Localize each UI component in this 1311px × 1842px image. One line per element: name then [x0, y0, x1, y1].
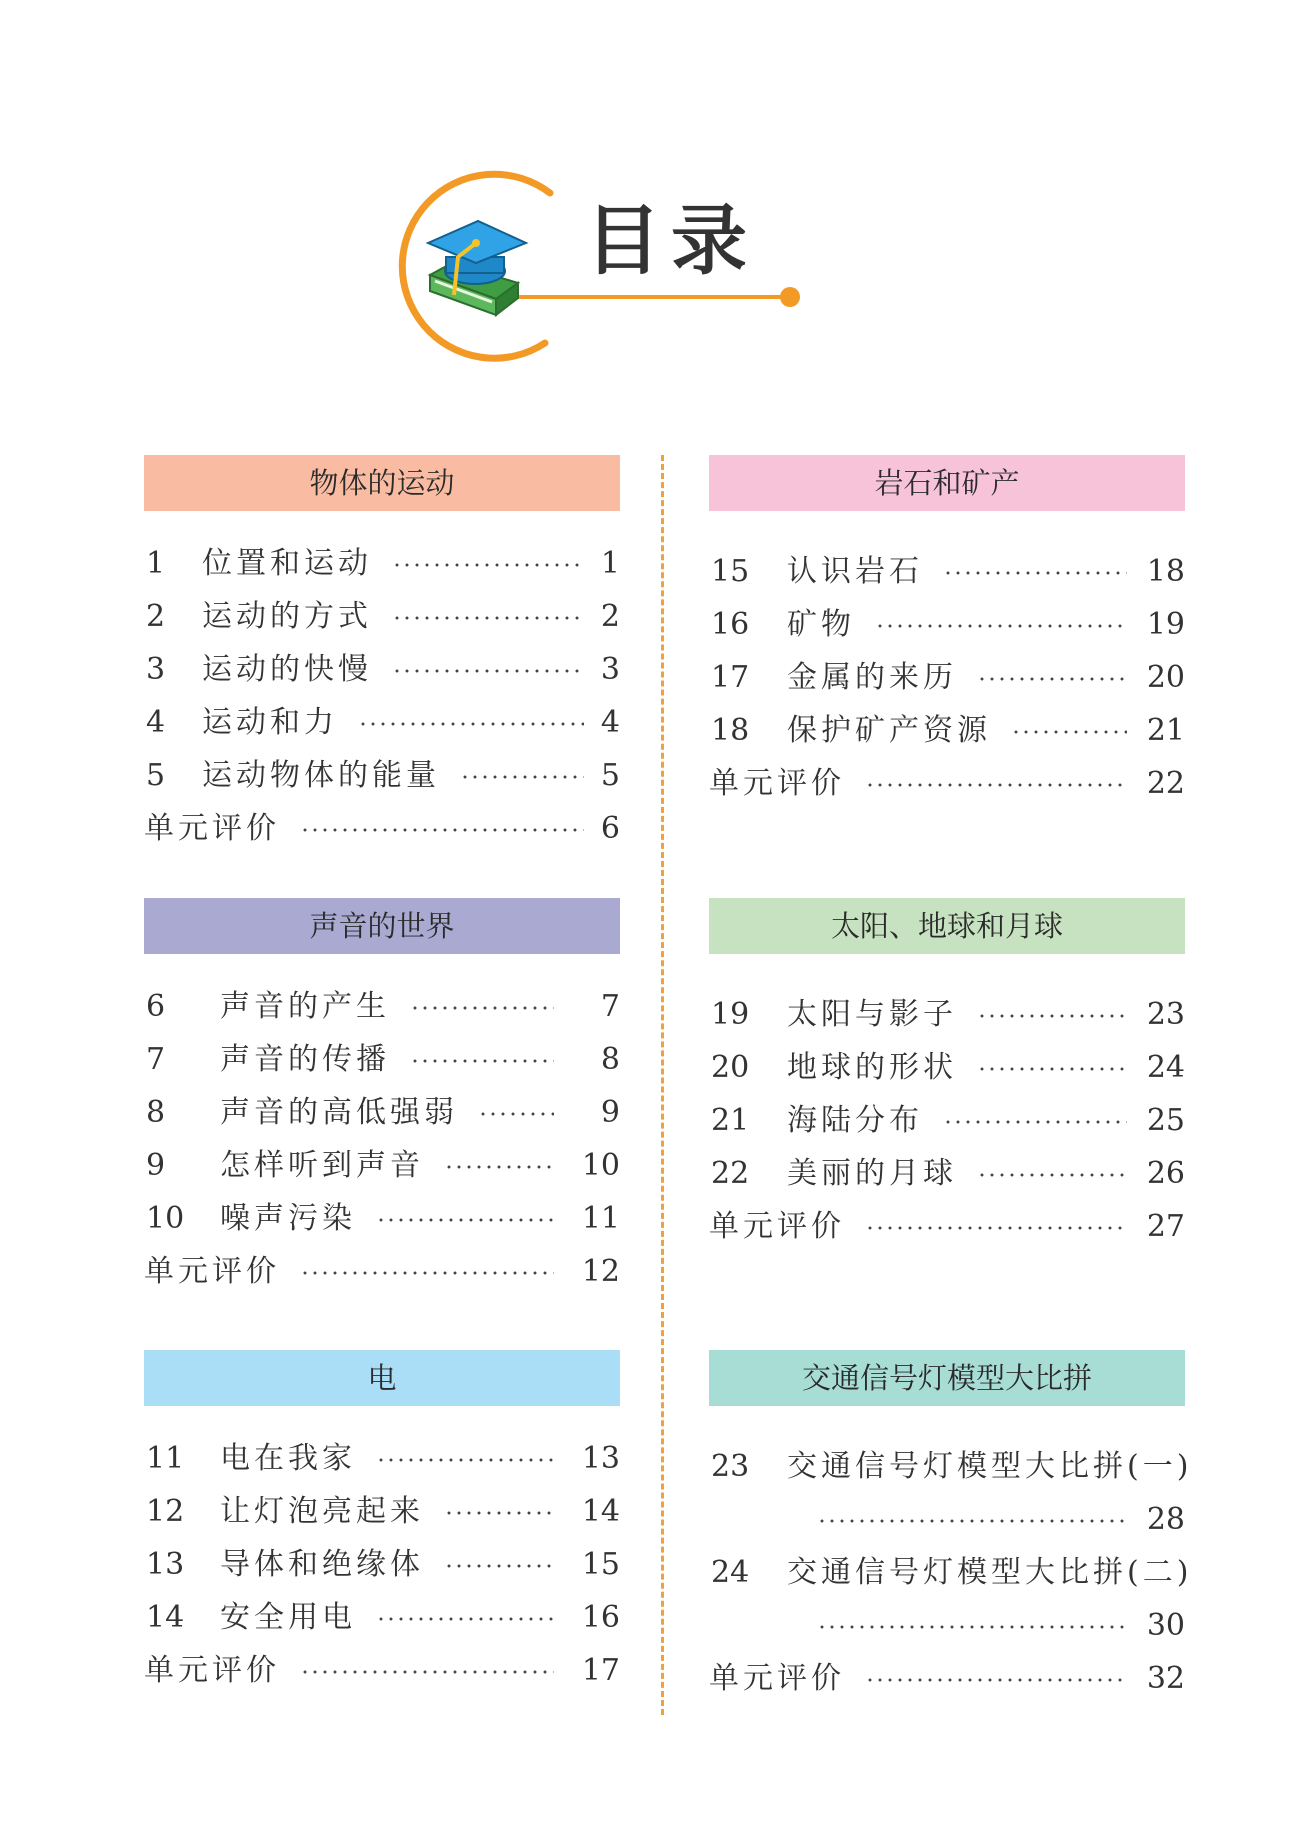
entry-title: 安全用电 — [220, 1600, 356, 1635]
entry-number: 14 — [146, 1600, 185, 1635]
toc-entry[interactable] — [709, 651, 1185, 704]
entry-number: 19 — [711, 997, 750, 1032]
leader-dots — [977, 677, 1127, 681]
unit-section-sound — [144, 898, 620, 1289]
toc-entry[interactable] — [144, 1644, 620, 1697]
toc-entry[interactable] — [144, 749, 620, 802]
entry-page-number: 23 — [1146, 997, 1185, 1032]
unit-section-electricity — [144, 1350, 620, 1688]
leader-dots — [875, 624, 1127, 628]
entry-title: 噪声污染 — [220, 1201, 356, 1236]
toc-entry[interactable] — [709, 1440, 1193, 1493]
entry-number: 12 — [146, 1494, 185, 1529]
entry-page-number: 24 — [1146, 1050, 1185, 1085]
entry-page-number: 17 — [581, 1653, 620, 1688]
entry-number: 8 — [146, 1095, 166, 1130]
entry-page-number: 25 — [1146, 1103, 1185, 1138]
leader-dots — [817, 1519, 1127, 1523]
unit-review-label: 单元评价 — [144, 1653, 280, 1688]
entry-number: 23 — [711, 1449, 750, 1484]
entry-page-number: 4 — [600, 705, 620, 740]
leader-dots — [865, 1226, 1127, 1230]
leader-dots — [943, 571, 1127, 575]
entry-page-number: 2 — [600, 599, 620, 634]
entry-title: 太阳与影子 — [787, 997, 957, 1032]
entry-number: 7 — [146, 1042, 166, 1077]
entry-page-number: 28 — [1146, 1502, 1185, 1537]
section-header: 声音的世界 — [144, 898, 620, 954]
leader-dots — [300, 1271, 554, 1275]
entry-title: 地球的形状 — [787, 1050, 957, 1085]
entry-page-number: 32 — [1146, 1661, 1185, 1696]
toc-entry[interactable] — [709, 1041, 1185, 1094]
leader-dots — [865, 783, 1127, 787]
toc-entry[interactable] — [144, 590, 620, 643]
entry-number: 21 — [711, 1103, 750, 1138]
entry-page-number: 10 — [581, 1148, 620, 1183]
entry-page-number: 1 — [600, 546, 620, 581]
unit-review-label: 单元评价 — [709, 766, 845, 801]
unit-section-rocks — [709, 455, 1185, 801]
leader-dots — [300, 1670, 554, 1674]
entry-page-number: 5 — [600, 758, 620, 793]
toc-entry[interactable] — [144, 696, 620, 749]
entry-page-number: 26 — [1146, 1156, 1185, 1191]
entry-title: 交通信号灯模型大比拼(二) — [787, 1555, 1193, 1590]
entry-page-number: 27 — [1146, 1209, 1185, 1244]
entry-number: 20 — [711, 1050, 750, 1085]
leader-dots — [977, 1067, 1127, 1071]
entry-page-number: 11 — [581, 1201, 620, 1236]
unit-review-label: 单元评价 — [709, 1209, 845, 1244]
entry-page-number: 8 — [600, 1042, 620, 1077]
unit-section-traffic-light — [709, 1350, 1193, 1696]
entry-page-number: 30 — [1146, 1608, 1185, 1643]
entry-title: 运动的快慢 — [202, 652, 372, 687]
entry-number: 15 — [711, 554, 750, 589]
entry-page-number: 16 — [581, 1600, 620, 1635]
leader-dots — [1011, 730, 1127, 734]
entry-title: 电在我家 — [220, 1441, 356, 1476]
leader-dots — [943, 1120, 1127, 1124]
entry-title: 矿物 — [787, 607, 855, 642]
leader-dots — [376, 1617, 554, 1621]
toc-entry[interactable] — [144, 1432, 620, 1485]
entry-number: 13 — [146, 1547, 185, 1582]
leader-dots — [392, 669, 584, 673]
entry-number: 10 — [146, 1201, 185, 1236]
page-title: 目录 — [585, 196, 757, 285]
section-header: 交通信号灯模型大比拼 — [709, 1350, 1185, 1406]
toc-entry[interactable] — [709, 1652, 1185, 1705]
toc-entry-continuation[interactable] — [709, 1493, 1185, 1546]
entry-page-number: 21 — [1146, 713, 1185, 748]
entry-number: 2 — [146, 599, 166, 634]
entry-number: 17 — [711, 660, 750, 695]
entry-page-number: 3 — [600, 652, 620, 687]
leader-dots — [977, 1014, 1127, 1018]
entry-title: 美丽的月球 — [787, 1156, 957, 1191]
title-underline-dot — [780, 287, 800, 307]
unit-section-motion — [144, 455, 620, 846]
toc-entry[interactable] — [709, 1147, 1185, 1200]
leader-dots — [300, 828, 584, 832]
toc-title-block — [380, 165, 810, 365]
entry-number: 5 — [146, 758, 166, 793]
entry-title: 位置和运动 — [202, 546, 372, 581]
section-header: 太阳、地球和月球 — [709, 898, 1185, 954]
entry-number: 16 — [711, 607, 750, 642]
entry-title: 声音的传播 — [220, 1042, 390, 1077]
unit-review-label: 单元评价 — [144, 811, 280, 846]
toc-entry[interactable] — [709, 598, 1185, 651]
toc-entry[interactable] — [709, 988, 1185, 1041]
leader-dots — [977, 1173, 1127, 1177]
entry-page-number: 14 — [581, 1494, 620, 1529]
toc-entry[interactable] — [144, 1033, 620, 1086]
entry-page-number: 12 — [581, 1254, 620, 1289]
leader-dots — [444, 1564, 554, 1568]
leader-dots — [444, 1165, 554, 1169]
toc-entry[interactable] — [144, 802, 620, 855]
entry-number: 4 — [146, 705, 166, 740]
entry-title: 怎样听到声音 — [220, 1148, 424, 1183]
toc-entry[interactable] — [144, 537, 620, 590]
leader-dots — [460, 775, 584, 779]
leader-dots — [865, 1678, 1127, 1682]
toc-entry[interactable] — [144, 1086, 620, 1139]
entry-number: 1 — [146, 546, 166, 581]
entry-number: 11 — [146, 1441, 185, 1476]
leader-dots — [444, 1511, 554, 1515]
toc-entry[interactable] — [709, 1094, 1185, 1147]
entry-title: 交通信号灯模型大比拼(一) — [787, 1449, 1193, 1484]
toc-entry[interactable] — [144, 1139, 620, 1192]
section-header: 物体的运动 — [144, 455, 620, 511]
toc-entry[interactable] — [144, 980, 620, 1033]
toc-entry[interactable] — [144, 1192, 620, 1245]
entry-page-number: 22 — [1146, 766, 1185, 801]
entry-number: 9 — [146, 1148, 166, 1183]
entry-title: 运动和力 — [202, 705, 338, 740]
entry-number: 3 — [146, 652, 166, 687]
unit-review-label: 单元评价 — [144, 1254, 280, 1289]
entry-number: 6 — [146, 989, 166, 1024]
unit-review-label: 单元评价 — [709, 1661, 845, 1696]
leader-dots — [376, 1218, 554, 1222]
entry-page-number: 9 — [600, 1095, 620, 1130]
section-header: 岩石和矿产 — [709, 455, 1185, 511]
entry-number: 18 — [711, 713, 750, 748]
entry-title: 让灯泡亮起来 — [220, 1494, 424, 1529]
entry-title: 运动物体的能量 — [202, 758, 440, 793]
entry-title: 运动的方式 — [202, 599, 372, 634]
entry-title: 认识岩石 — [787, 554, 923, 589]
toc-entry[interactable] — [144, 1245, 620, 1298]
entry-page-number: 19 — [1146, 607, 1185, 642]
toc-entry[interactable] — [709, 704, 1185, 757]
entry-title: 声音的产生 — [220, 989, 390, 1024]
entry-page-number: 20 — [1146, 660, 1185, 695]
entry-page-number: 6 — [600, 811, 620, 846]
toc-entry[interactable] — [709, 1546, 1193, 1599]
toc-entry[interactable] — [144, 1538, 620, 1591]
column-divider — [661, 455, 664, 1715]
leader-dots — [817, 1625, 1127, 1629]
leader-dots — [376, 1458, 554, 1462]
entry-page-number: 13 — [581, 1441, 620, 1476]
leader-dots — [392, 563, 584, 567]
entry-title: 保护矿产资源 — [787, 713, 991, 748]
entry-page-number: 18 — [1146, 554, 1185, 589]
entry-page-number: 15 — [581, 1547, 620, 1582]
leader-dots — [478, 1112, 554, 1116]
entry-title: 导体和绝缘体 — [220, 1547, 424, 1582]
toc-entry-continuation[interactable] — [709, 1599, 1185, 1652]
entry-title: 金属的来历 — [787, 660, 957, 695]
leader-dots — [392, 616, 584, 620]
leader-dots — [410, 1006, 554, 1010]
toc-entry[interactable] — [709, 757, 1185, 810]
entry-title: 海陆分布 — [787, 1103, 923, 1138]
toc-entry[interactable] — [709, 1200, 1185, 1253]
toc-entry[interactable] — [144, 1485, 620, 1538]
graduation-cap-book-icon — [428, 221, 526, 315]
entry-number: 22 — [711, 1156, 750, 1191]
entry-page-number: 7 — [600, 989, 620, 1024]
entry-title: 声音的高低强弱 — [220, 1095, 458, 1130]
toc-entry[interactable] — [144, 1591, 620, 1644]
leader-dots — [358, 722, 584, 726]
section-header: 电 — [144, 1350, 620, 1406]
unit-section-sun-earth-moon — [709, 898, 1185, 1244]
toc-entry[interactable] — [144, 643, 620, 696]
leader-dots — [410, 1059, 554, 1063]
toc-entry[interactable] — [709, 545, 1185, 598]
entry-number: 24 — [711, 1555, 750, 1590]
